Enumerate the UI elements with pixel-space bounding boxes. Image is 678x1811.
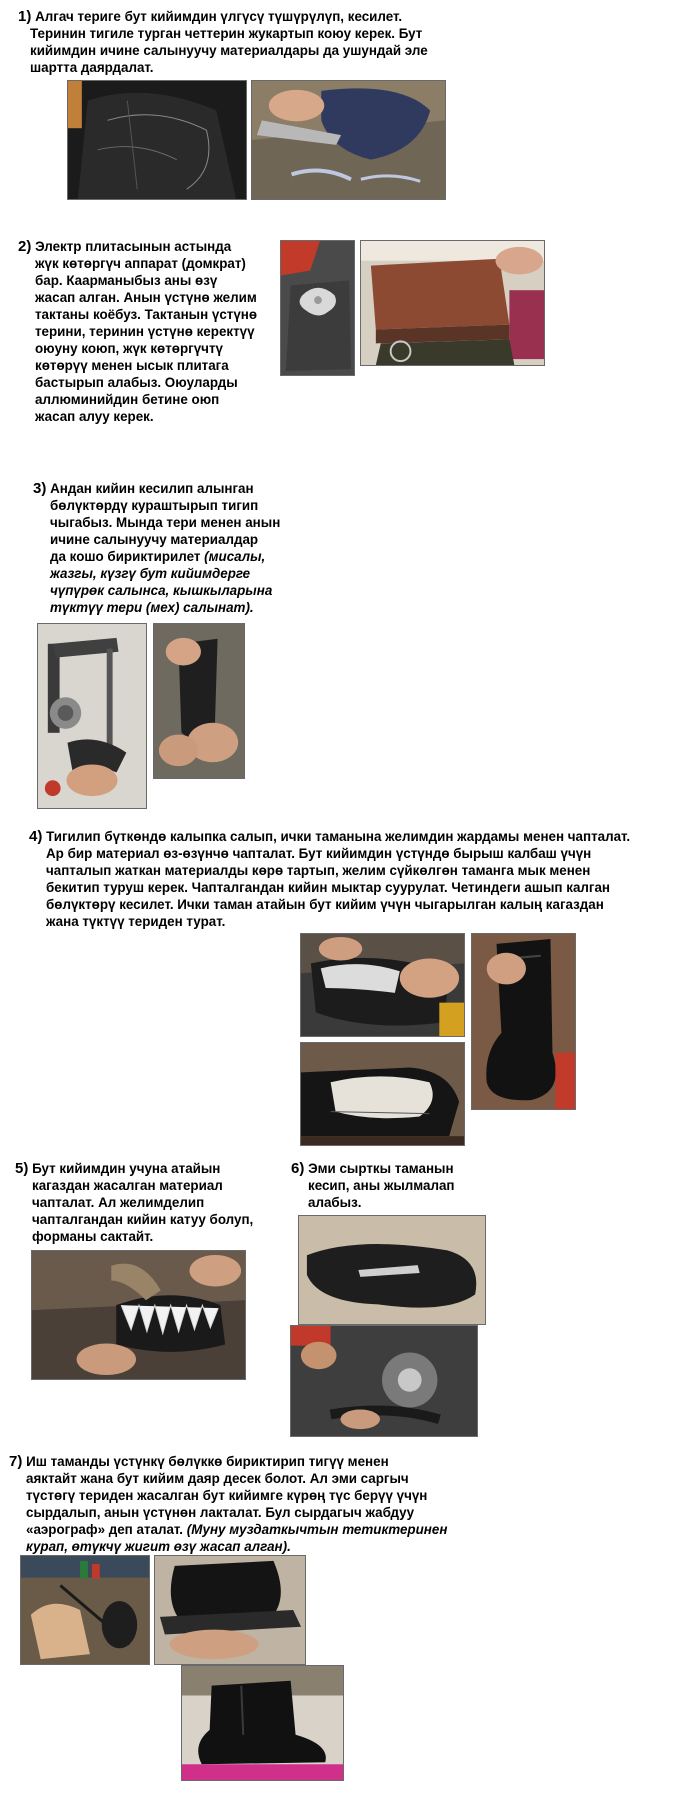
step-3-text: 3) Андан кийин кесилип алынган бөлүктөрдү кураштырып тигип чыгабыз. Мында тери менен анын ичине салынуучу материалдар да кошо бириктирилет (мисалы, жазгы, күзгү бут кийимдерге чүпүрөк салынса, кышкыларына түктүү тери (мех) салынат).	[33, 480, 281, 615]
step-2-number: 2)	[18, 238, 32, 255]
step-7-number: 7)	[9, 1453, 23, 1470]
step-5-text: 5) Бут кийимдин учуна атайын кагаздан жасалган материал чапталат. Ал желимделип чапталгандан кийин катуу болуп, форманы сактайт.	[15, 1160, 254, 1244]
photo-toe-stiffener	[31, 1250, 246, 1380]
photo-skiving-leather	[251, 80, 446, 200]
photo-press-plate	[360, 240, 545, 366]
photo-finished-boot	[181, 1665, 344, 1781]
photo-aluminium-stamp	[280, 240, 355, 376]
photo-assembling-upper	[153, 623, 245, 779]
photo-leather-pattern	[67, 80, 247, 200]
step-6-text: 6) Эми сырткы таманын кесип, аны жылмалап алабыз.	[291, 1160, 455, 1210]
step-1-text: 1) Алгач териге бут кийимдин үлгүсү түшүрүлүп, кесилет. Теринин тигиле турган четтерин жукартып коюу керек. Бут кийимдин ичине салынуучу материалдары да ушундай эле шартта даярдалат.	[18, 8, 428, 75]
photo-airbrush	[20, 1555, 150, 1665]
photo-outsole	[298, 1215, 486, 1325]
step-5-number: 5)	[15, 1160, 29, 1177]
step-7-text: 7) Иш таманды үстүнкү бөлүккө бириктирип тигүү менен аяктайт жана бут кийим даяр десек болот. Ал эми саргыч түстөгү териден жасалган бут кийимге күрөң түс берүү үчүн сырдалып, анын үстүнөн лакталат. Бул сырдагыч жабдуу «аэрограф» деп аталат. (Муну муздаткычтын тетиктеринен курап, өтүкчү жигит өзү жасап алган).	[9, 1453, 448, 1554]
step-6-number: 6)	[291, 1160, 305, 1177]
step-4-number: 4)	[29, 828, 43, 845]
step-2-text: 2) Электр плитасынын астында жүк көтөргүч аппарат (домкрат) бар. Каарманыбыз аны өзү жасап алган. Анын үстүнө желим тактаны коёбуз. Тактанын үстүнө терини, теринин үстүнө керектүү оюуну коюп, жүк көтөргүчтү көтөрүү менен ысык плитага бастырып алабыз. Оюуларды аллюминийдин бетине оюп жасап алуу керек.	[18, 238, 258, 424]
photo-boot-on-last	[471, 933, 576, 1110]
step-4-text: 4) Тигилип бүткөндө калыпка салып, ички таманына желимдин жардамы менен чапталат. Ар бир материал өз-өзүнчө чапталат. Бут кийимдин үстүндө бырыш калбаш үчүн чапталып жаткан материалды көрө тартып, желим сүйкөлгөн таманга мык менен бекитип туруш керек. Чапталгандан кийин мыктар суурулат. Четиндеги ашып калган бөлүктөрү кесилет. Ички таман атайын бут кийим үчүн чыгарылган калың кагаздан жана түктүү териден турат.	[29, 828, 631, 929]
photo-trimming-lasted-boot	[300, 1042, 465, 1146]
photo-sewing-machine	[37, 623, 147, 809]
photo-gluing-insole	[300, 933, 465, 1037]
photo-grinding-sole	[290, 1325, 478, 1437]
step-3-number: 3)	[33, 480, 47, 497]
photo-attaching-sole	[154, 1555, 306, 1665]
step-1-number: 1)	[18, 8, 32, 25]
